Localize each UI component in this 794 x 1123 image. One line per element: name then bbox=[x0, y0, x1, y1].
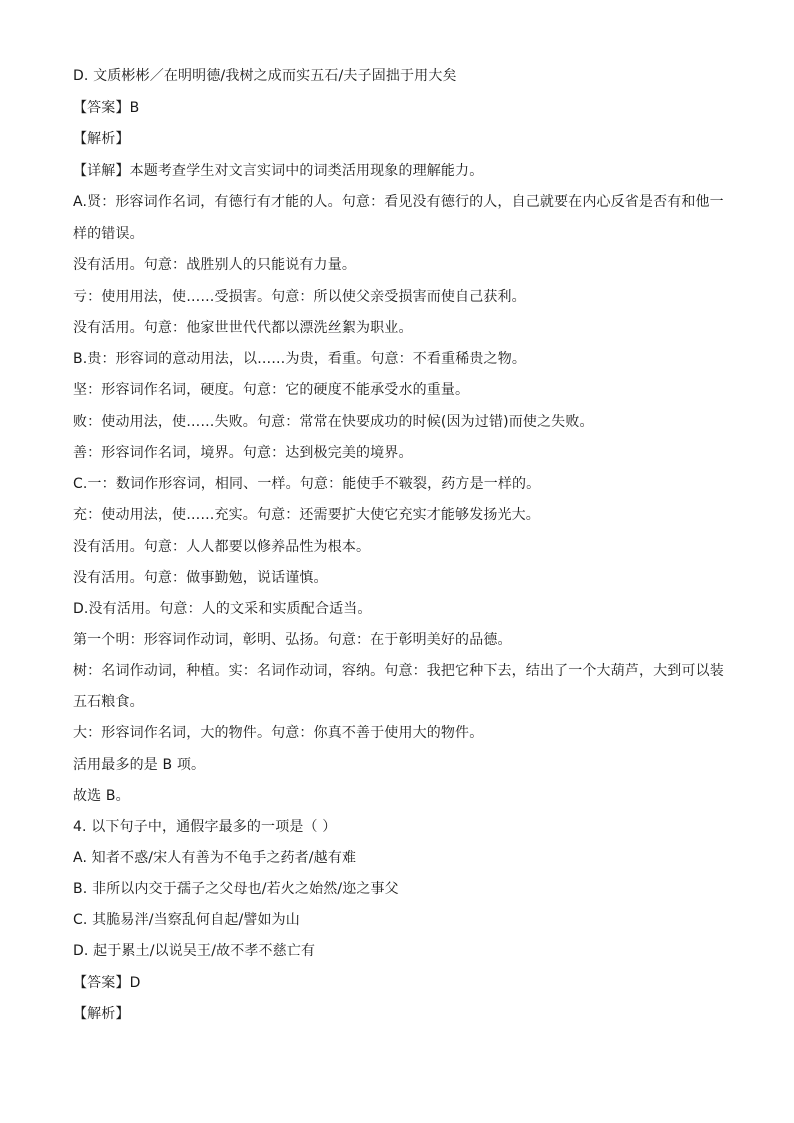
analysis-label-q4: 【解析】 bbox=[73, 1006, 130, 1022]
answer-label-q3: 【答案】B bbox=[73, 100, 140, 116]
explanation-line: 没有活用。句意：他家世世代代都以漂洗丝絮为职业。 bbox=[73, 320, 413, 336]
question-4-option-c: C. 其脆易泮/当察乱何自起/譬如为山 bbox=[73, 912, 300, 928]
explanation-line: 样的错误。 bbox=[73, 226, 144, 242]
explanation-line: 充：使动用法，使……充实。句意：还需要扩大使它充实才能够发扬光大。 bbox=[73, 507, 540, 523]
explanation-line: 五石粮食。 bbox=[73, 694, 144, 710]
explanation-line: 善：形容词作名词，境界。句意：达到极完美的境界。 bbox=[73, 445, 413, 461]
explanation-line: 树：名词作动词，种植。实：名词作动词，容纳。句意：我把它种下去，结出了一个大葫芦，大到可以装 bbox=[73, 663, 724, 679]
detail-intro: 【详解】本题考查学生对文言实词中的词类活用现象的理解能力。 bbox=[73, 163, 484, 179]
conclusion-line: 故选 B。 bbox=[73, 788, 130, 804]
summary-line: 活用最多的是 B 项。 bbox=[73, 757, 206, 773]
explanation-line: 大：形容词作名词，大的物件。句意：你真不善于使用大的物件。 bbox=[73, 725, 484, 741]
explanation-line: 坚：形容词作名词，硬度。句意：它的硬度不能承受水的重量。 bbox=[73, 382, 470, 398]
explanation-line: 败：使动用法，使……失败。句意：常常在快要成功的时候(因为过错)而使之失败。 bbox=[73, 414, 594, 430]
explanation-line: A.贤：形容词作名词，有德行有才能的人。句意：看见没有德行的人，自己就要在内心反省是否有和他一 bbox=[73, 194, 724, 210]
question-4-option-b: B. 非所以内交于孺子之父母也/若火之始然/迩之事父 bbox=[73, 881, 399, 897]
question-4-option-d: D. 起于累土/以说吴王/故不孝不慈亡有 bbox=[73, 943, 316, 959]
question-4-stem: 4. 以下句子中，通假字最多的一项是（ ） bbox=[73, 819, 337, 835]
option-d-q3: D. 文质彬彬／在明明德/我树之成而实五石/夫子固拙于用大矣 bbox=[73, 68, 457, 84]
explanation-line: B.贵：形容词的意动用法，以……为贵，看重。句意：不看重稀贵之物。 bbox=[73, 351, 527, 367]
explanation-line: 亏：使用用法，使……受损害。句意：所以使父亲受损害而使自己获利。 bbox=[73, 289, 526, 305]
explanation-line: 没有活用。句意：战胜别人的只能说有力量。 bbox=[73, 257, 356, 273]
answer-label-q4: 【答案】D bbox=[73, 975, 141, 991]
explanation-line: 没有活用。句意：人人都要以修养品性为根本。 bbox=[73, 539, 371, 555]
question-4-option-a: A. 知者不惑/宋人有善为不龟手之药者/越有难 bbox=[73, 850, 357, 866]
explanation-line: C.一：数词作形容词，相同、一样。句意：能使手不皲裂，药方是一样的。 bbox=[73, 476, 541, 492]
analysis-label-q3: 【解析】 bbox=[73, 131, 130, 147]
explanation-line: 没有活用。句意：做事勤勉，说话谨慎。 bbox=[73, 570, 328, 586]
explanation-line: D.没有活用。句意：人的文采和实质配合适当。 bbox=[73, 601, 372, 617]
explanation-line: 第一个明：形容词作动词，彰明、弘扬。句意：在于彰明美好的品德。 bbox=[73, 632, 512, 648]
